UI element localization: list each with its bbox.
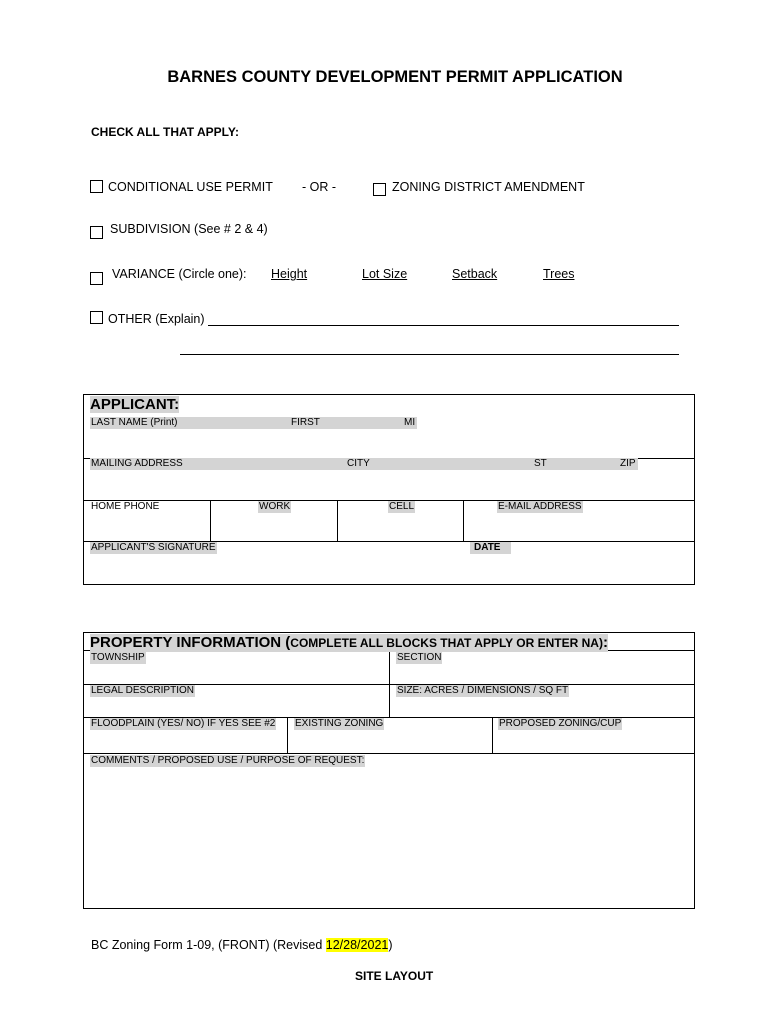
subdivision-label: SUBDIVISION (See # 2 & 4) [110,222,268,236]
other-explain-line-1[interactable] [208,325,679,326]
check-all-label: CHECK ALL THAT APPLY: [91,125,240,139]
other-checkbox[interactable] [90,311,103,324]
page-title: BARNES COUNTY DEVELOPMENT PERMIT APPLICATION [167,68,623,86]
home-phone-label: HOME PHONE [91,501,160,512]
site-layout-heading: SITE LAYOUT [355,969,434,983]
divider [210,500,211,541]
first-name-label: FIRST [291,417,320,428]
city-label: CITY [347,458,370,469]
date-label: DATE [470,542,511,554]
variance-trees-option[interactable]: Trees [543,267,575,281]
state-label: ST [534,458,547,469]
divider [463,500,464,541]
conditional-use-checkbox[interactable] [90,180,103,193]
size-label: SIZE: ACRES / DIMENSIONS / SQ FT [397,685,569,696]
last-name-label: LAST NAME (Print) [91,417,178,428]
variance-height-option[interactable]: Height [271,267,308,281]
floodplain-label: FLOODPLAIN (YES/ NO) IF YES SEE #2 [91,718,276,729]
conditional-use-label: CONDITIONAL USE PERMIT [108,180,273,194]
zoning-amendment-label: ZONING DISTRICT AMENDMENT [392,180,585,194]
variance-setback-option[interactable]: Setback [452,267,498,281]
township-label: TOWNSHIP [91,652,145,663]
other-label: OTHER (Explain) [108,312,205,326]
divider [389,650,390,717]
signature-label: APPLICANT'S SIGNATURE [91,542,216,553]
email-label: E-MAIL ADDRESS [498,501,582,512]
legal-description-label: LEGAL DESCRIPTION [91,685,194,696]
divider [492,717,493,753]
property-heading: PROPERTY INFORMATION (COMPLETE ALL BLOCKS THAT APPLY OR ENTER NA): [90,634,608,651]
signature-field[interactable] [85,556,693,583]
other-explain-line-2[interactable] [180,354,679,355]
subdivision-checkbox[interactable] [90,226,103,239]
revised-date: 12/28/2021 [325,938,389,952]
existing-zoning-label: EXISTING ZONING [295,718,384,729]
zip-label: ZIP [620,458,636,469]
zoning-amendment-checkbox[interactable] [373,183,386,196]
mailing-address-field[interactable] [90,458,638,470]
cell-phone-label: CELL [389,501,415,512]
last-name-field[interactable] [90,417,417,429]
form-id: BC Zoning Form 1-09, (FRONT) (Revised 12/28/2021) [91,938,393,952]
mailing-address-label: MAILING ADDRESS [91,458,183,469]
variance-lot-size-option[interactable]: Lot Size [362,267,408,281]
variance-checkbox[interactable] [90,272,103,285]
work-phone-label: WORK [259,501,291,512]
or-separator: - OR - [302,180,337,194]
mi-label: MI [404,417,416,428]
divider [83,753,695,754]
divider [287,717,288,753]
comments-field[interactable] [85,770,693,907]
variance-label: VARIANCE (Circle one): [112,267,247,281]
comments-label: COMMENTS / PROPOSED USE / PURPOSE OF REQUEST: [91,755,365,766]
proposed-zoning-label: PROPOSED ZONING/CUP [499,718,622,729]
divider [337,500,338,541]
applicant-heading: APPLICANT: [90,396,180,413]
section-label: SECTION [397,652,442,663]
